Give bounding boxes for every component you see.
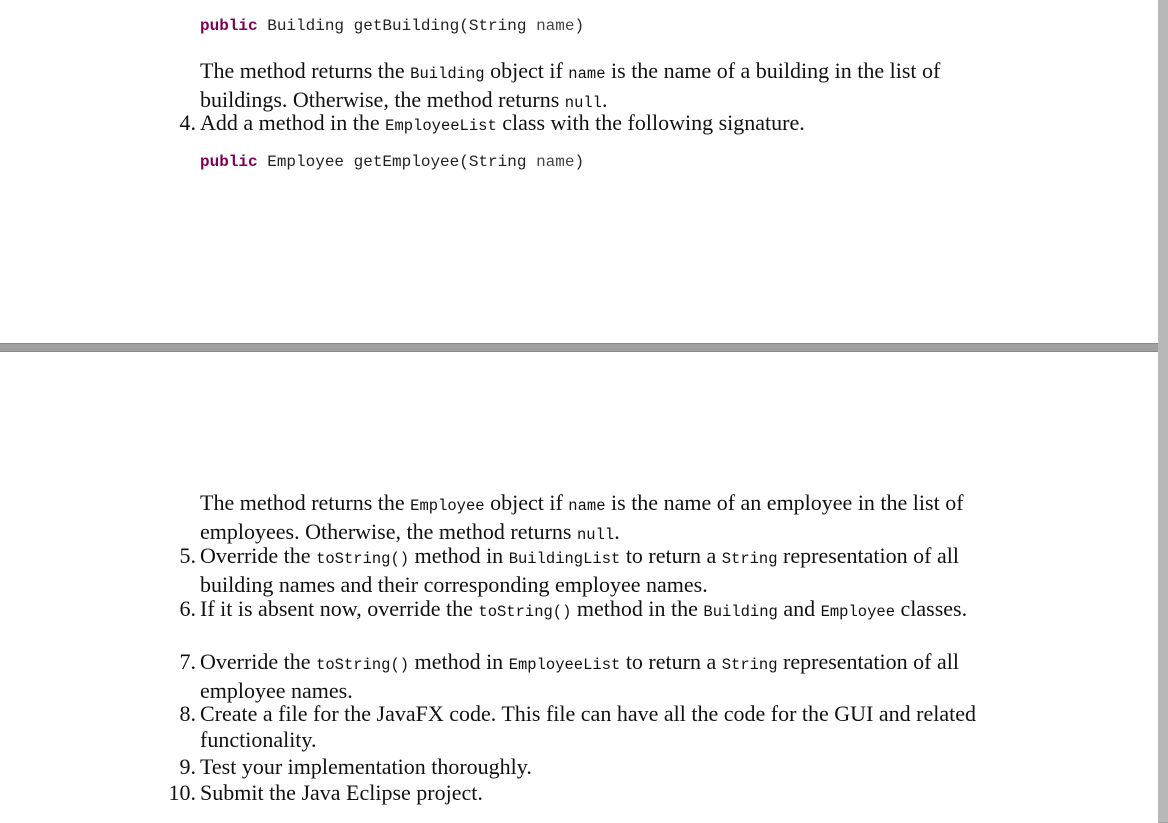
document-page-2: The method returns the Employee object if name is the name of an employee in the list of employees. Otherwise, the method returns null. 5. Override the toString() method in BuildingList to return a String representation of all building names and their corresponding employee names. 6. If it is absent now, override the toString() method in the Building and Employee classes. 7. Override the toString() method in EmployeeList to return a String representation of all employee names. 8. Create a file for the JavaFX code. This file can have all the code for the GUI and related functionality. 9. Test your implementation thoroughly. 10. Submit the Java Eclipse project. — [0, 351, 1158, 823]
vertical-scrollbar[interactable] — [1158, 0, 1168, 822]
building-method-signature: public Building getBuilding(String name) — [200, 17, 585, 35]
building-method-description: The method returns the Building object if name is the name of a building in the list of buildings. Otherwise, the method returns null. — [200, 58, 941, 112]
document-page-1: public Building getBuilding(String name) The method returns the Building object if name is the name of a building in the list of buildings. Otherwise, the method returns null. 4. Add a method in the EmployeeList class with the following signature. public Employee getEmployee(String name) — [0, 0, 1158, 344]
employee-method-signature: public Employee getEmployee(String name) — [200, 153, 585, 171]
employee-method-description: The method returns the Employee object if name is the name of an employee in the list of employees. Otherwise, the method returns null. — [200, 490, 964, 544]
